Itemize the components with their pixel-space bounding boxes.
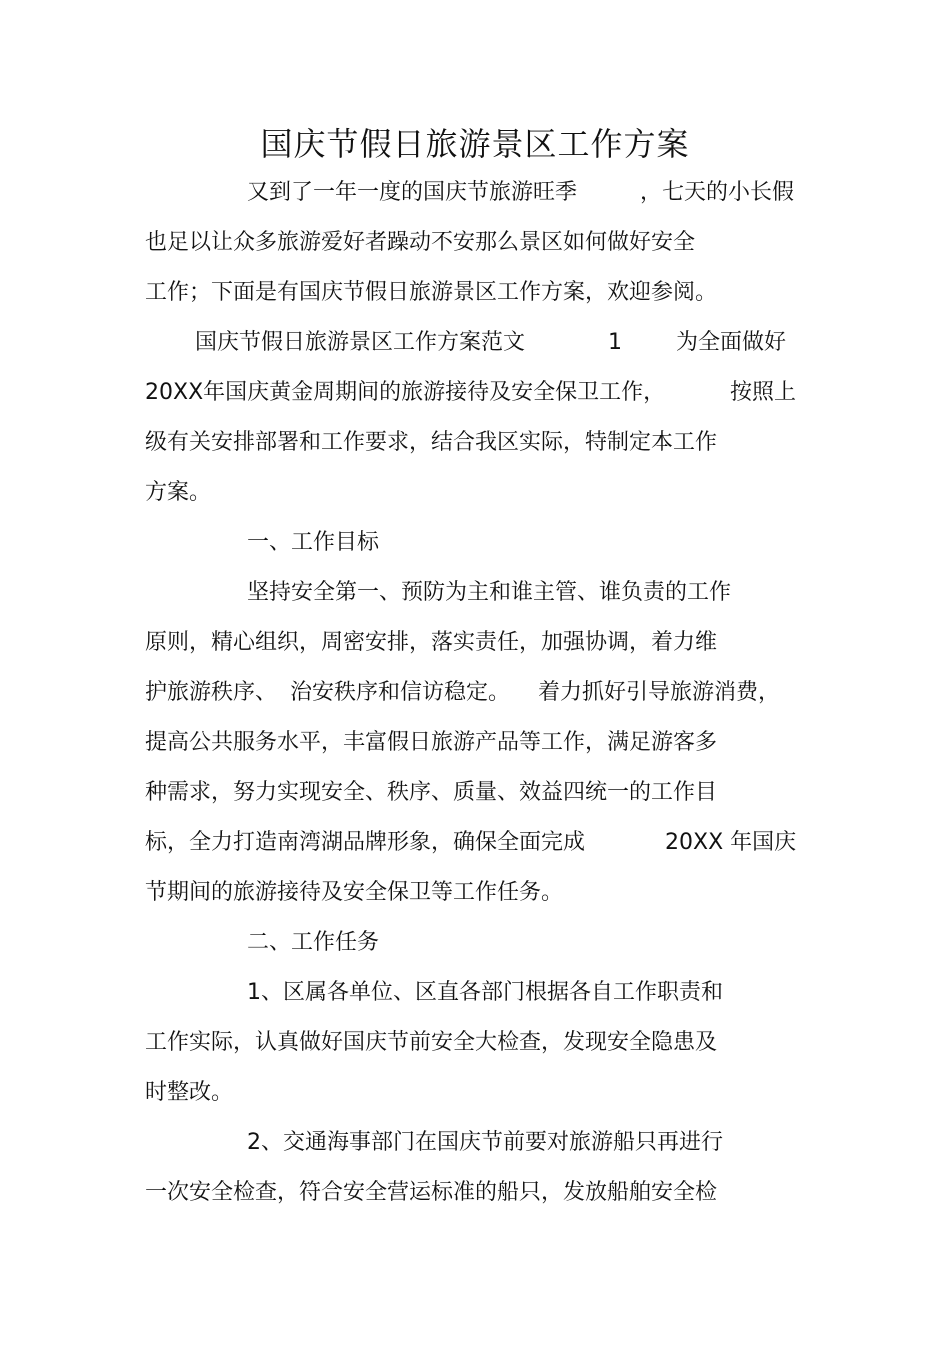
paragraph-line-fragment: 着力抓好引导旅游消费， [538,680,781,705]
paragraph-line: 工作；下面是有国庆节假日旅游景区工作方案，欢迎参阅。 [145,280,718,305]
paragraph-line: 工作实际，认真做好国庆节前安全大检查，发现安全隐患及 [145,1030,718,1055]
document-title: 国庆节假日旅游景区工作方案 [260,125,690,163]
paragraph-line-fragment: 1 [608,330,622,355]
paragraph-line: 时整改。 [145,1080,234,1105]
paragraph-line: 方案。 [145,480,212,505]
paragraph-line: 节期间的旅游接待及安全保卫等工作任务。 [145,880,564,905]
paragraph-line: 坚持安全第一、预防为主和谁主管、谁负责的工作 [247,580,732,605]
paragraph-line: 标，全力打造南湾湖品牌形象，确保全面完成 [145,830,586,855]
paragraph-line: 一次安全检查，符合安全营运标准的船只，发放船舶安全检 [145,1180,718,1205]
paragraph-line-fragment: 20XX 年国庆 [665,830,797,855]
paragraph-line: 护旅游秩序、 [145,680,278,705]
paragraph-line-fragment: 治安秩序和信访稳定。 [290,680,511,705]
paragraph-line: 级有关安排部署和工作要求，结合我区实际，特制定本工作 [145,430,718,455]
paragraph-line: 种需求，努力实现安全、秩序、质量、效益四统一的工作目 [145,780,718,805]
paragraph-line-fragment: ，七天的小长假 [640,180,795,205]
paragraph-line-fragment: 为全面做好 [676,330,787,355]
section-heading: 一、工作目标 [247,530,380,555]
paragraph-line: 也足以让众多旅游爱好者躁动不安那么景区如何做好安全 [145,230,696,255]
paragraph-line: 国庆节假日旅游景区工作方案范文 [195,330,526,355]
section-heading: 二、工作任务 [247,930,380,955]
paragraph-line: 提高公共服务水平，丰富假日旅游产品等工作，满足游客多 [145,730,718,755]
paragraph-line: 20XX年国庆黄金周期间的旅游接待及安全保卫工作， [145,380,666,405]
paragraph-line-fragment: 按照上 [730,380,797,405]
paragraph-line: 1、区属各单位、区直各部门根据各自工作职责和 [247,980,723,1005]
paragraph-line: 又到了一年一度的国庆节旅游旺季 [247,180,578,205]
paragraph-line: 2、交通海事部门在国庆节前要对旅游船只再进行 [247,1130,723,1155]
paragraph-line: 原则，精心组织，周密安排，落实责任，加强协调，着力维 [145,630,718,655]
